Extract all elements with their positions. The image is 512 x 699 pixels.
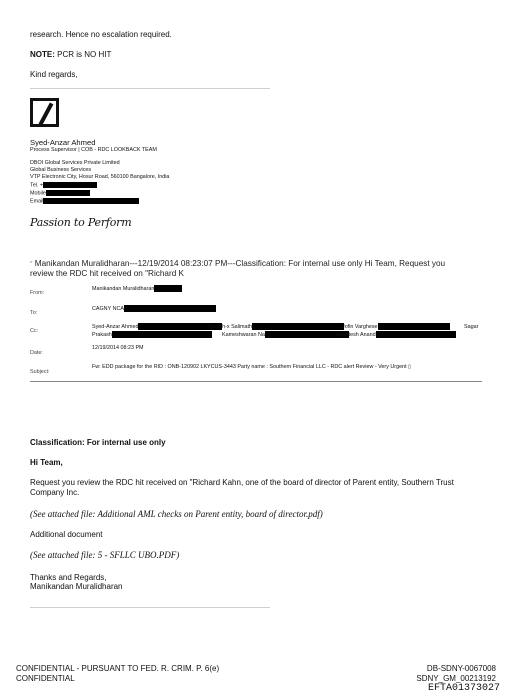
redaction-block xyxy=(46,190,90,196)
signature-address: VTP Electronic City, Hosur Road, 560100 Bangalore, India xyxy=(30,174,170,180)
tel-label: Tel. + xyxy=(30,182,44,189)
attachment-icon: ▯ xyxy=(408,364,411,370)
from-label: From: xyxy=(30,290,45,296)
cc-row2b: Kameshwaran Na xyxy=(222,331,349,338)
cc-row1c: Jofin Varghese xyxy=(342,323,450,330)
redaction-block xyxy=(154,285,182,292)
signature-tel xyxy=(30,182,97,188)
cc-row2: Prakash xyxy=(92,331,212,338)
divider xyxy=(30,607,270,608)
redaction-block xyxy=(43,182,97,188)
footer-right-2: SDNY_GM_00213192 xyxy=(416,674,496,683)
cc-row1d: Sagar xyxy=(464,324,479,330)
signature-division: Global Business Services xyxy=(30,167,92,173)
divider xyxy=(30,88,270,89)
forward-summary-text: Manikandan Muralidharan---12/19/2014 08:23:07 PM---Classification: For internal use only Hi Team, Request you xyxy=(34,259,446,268)
redaction-block xyxy=(43,198,139,204)
footer-left-1: CONFIDENTIAL - PURSUANT TO FED. R. CRIM. P. 6(e) xyxy=(16,664,220,673)
to-label: To: xyxy=(30,310,38,316)
redaction-block xyxy=(378,323,450,330)
note-text: PCR is NO HIT xyxy=(57,50,112,59)
cc-row2c: Anantesh Anand xyxy=(336,331,456,338)
redaction-block xyxy=(124,305,216,312)
sender-name: Manikandan Muralidharan xyxy=(30,582,123,591)
request-line1: Request you review the RDC hit received on "Richard Kahn, one of the board of director of Parent entity, Southern Trust xyxy=(30,478,454,487)
signature-name: Syed-Anzar Ahmed xyxy=(30,138,96,147)
date-value: 12/19/2014 08:23 PM xyxy=(92,345,144,351)
redaction-block xyxy=(112,331,212,338)
note-label: NOTE: xyxy=(30,50,55,59)
tagline: Passion to Perform xyxy=(30,216,132,229)
to-value: CAGNY NCA xyxy=(92,305,216,312)
header-divider xyxy=(30,381,482,382)
attached-file-2[interactable]: (See attached file: 5 - SFLLC UBO.PDF) xyxy=(30,550,180,560)
date-label: Date: xyxy=(30,350,43,356)
cc-label: Cc: xyxy=(30,328,39,334)
thanks: Thanks and Regards, xyxy=(30,573,107,582)
deutsche-bank-logo-icon xyxy=(30,98,59,127)
note-line xyxy=(30,50,111,59)
intro-line: research. Hence no escalation required. xyxy=(30,30,172,39)
forward-summary-line2: review the RDC hit received on "Richard K xyxy=(30,269,184,278)
subject-value: Fw: EDD package for the RID : ONB-120902 LKYCUS-3443 Party name : Southern Financial LLC - RDC alert Review - Very Urgent ▯ xyxy=(92,364,411,370)
classification: Classification: For internal use only xyxy=(30,438,166,447)
signature-mobile xyxy=(30,190,90,196)
greeting: Hi Team, xyxy=(30,458,63,467)
email-label: Email xyxy=(30,198,44,205)
cc-row1b: Suresh-x Salimath xyxy=(208,323,344,330)
subject-label: Subject: xyxy=(30,369,50,375)
footer-right-1: DB-SDNY-0067008 xyxy=(426,664,496,673)
redaction-block xyxy=(376,331,456,338)
footer-bates-number: EFTA01373027 xyxy=(427,683,500,694)
signature-company: DBOI Global Services Private Limited xyxy=(30,160,120,166)
quote-icon: ″ xyxy=(30,261,33,268)
cc-row1: Syed-Anzar Ahmed xyxy=(92,323,222,330)
redaction-block xyxy=(252,323,344,330)
attached-file-1[interactable]: (See attached file: Additional AML checks on Parent entity, board of director.pdf) xyxy=(30,509,323,519)
footer-left-2: CONFIDENTIAL xyxy=(16,674,75,683)
additional-document: Additional document xyxy=(30,530,103,539)
mobile-label: Mobile xyxy=(30,190,46,197)
signature-title: Process Supervisor | COB - RDC LOOKBACK TEAM xyxy=(30,147,157,153)
from-value: Manikandan Muralidharan xyxy=(92,285,182,292)
forward-summary-line1 xyxy=(30,259,445,268)
signature-email xyxy=(30,198,139,204)
request-line2: Company Inc. xyxy=(30,488,80,497)
regards-line: Kind regards, xyxy=(30,70,78,79)
